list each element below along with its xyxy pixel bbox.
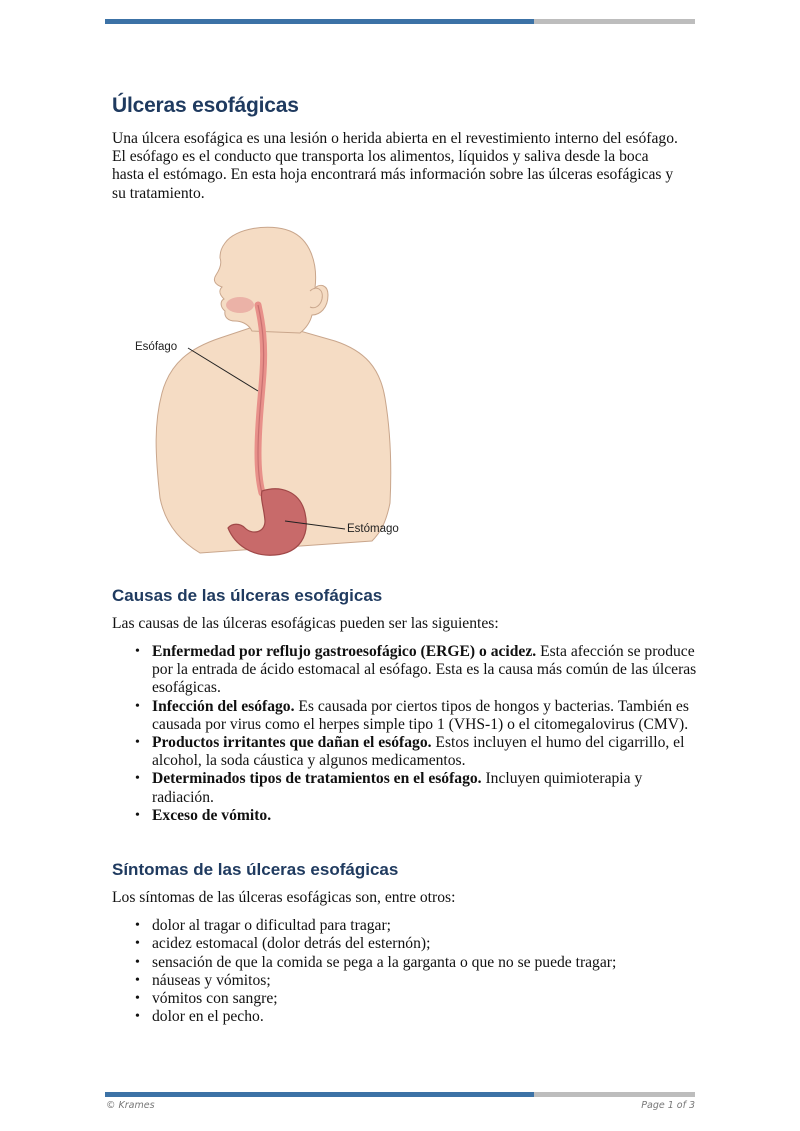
symptom-item: [135, 917, 702, 935]
symptom-item-text: dolor al tragar o dificultad para tragar;: [152, 917, 391, 935]
bullet-icon: •: [135, 954, 140, 970]
bullet-icon: •: [135, 807, 140, 823]
footer-rule-gray: [534, 1092, 695, 1097]
symptom-item-text: acidez estomacal (dolor detrás del esternón);: [152, 935, 431, 953]
symptoms-section: [112, 859, 702, 1026]
symptoms-lead: Los síntomas de las úlceras esofágicas son, entre otros:: [112, 889, 456, 907]
symptoms-heading: Síntomas de las úlceras esofágicas: [112, 860, 399, 880]
cause-item-title: Productos irritantes que dañan el esófago.: [152, 734, 432, 752]
cause-item: [135, 697, 702, 734]
bullet-icon: •: [135, 735, 140, 751]
header-rule: [105, 19, 695, 24]
symptom-item-text: náuseas y vómitos;: [152, 971, 271, 989]
symptoms-list: [112, 917, 702, 1026]
bullet-icon: •: [135, 918, 140, 934]
cause-item-text: Estos incluyen el humo del cigarrillo, el alcohol, la soda cáustica y algunos medicamentos.: [152, 734, 685, 770]
cause-item-title: Infección del esófago.: [152, 697, 295, 715]
symptom-item: [135, 953, 702, 972]
stomach-label: Estómago: [347, 522, 399, 535]
footer-rule-blue: [105, 1092, 534, 1097]
header-rule-blue: [105, 19, 534, 24]
bullet-icon: •: [135, 991, 140, 1007]
symptom-item-text: dolor en el pecho.: [152, 1008, 264, 1026]
bullet-icon: •: [135, 972, 140, 988]
bullet-icon: •: [135, 1009, 140, 1025]
symptom-item: [135, 990, 702, 1008]
symptom-item-text: sensación de que la comida se pega a la garganta o que no se puede tragar;: [152, 953, 617, 971]
cause-item: [135, 770, 702, 806]
header-rule-gray: [534, 19, 695, 24]
bullet-icon: •: [135, 698, 140, 714]
symptom-item: [135, 971, 702, 990]
symptom-item: [135, 935, 702, 953]
document-body: [112, 92, 702, 1026]
page-title: Úlceras esofágicas: [112, 94, 299, 117]
esophagus-stomach-diagram: [140, 223, 420, 563]
esophagus-label: Esófago: [135, 340, 178, 353]
causes-section: [112, 585, 702, 825]
cause-item: [135, 806, 702, 825]
cause-item-text: Incluyen quimioterapia y radiación.: [152, 770, 643, 806]
bullet-icon: •: [135, 936, 140, 952]
cause-item-text: Es causada por ciertos tipos de hongos y bacterias. También es causada por virus como el herpes simple tipo 1 (VHS-1) o el citomegalovirus (CMV).: [152, 697, 689, 733]
cause-item-title: Enfermedad por reflujo gastroesofágico (ERGE) o acidez.: [152, 643, 537, 661]
causes-lead: Las causas de las úlceras esofágicas pueden ser las siguientes:: [112, 614, 499, 632]
cause-item: [135, 643, 702, 698]
cause-item-title: Determinados tipos de tratamientos en el esófago.: [152, 770, 482, 788]
footer-rule: [105, 1092, 695, 1097]
anatomy-illustration: [135, 223, 420, 563]
symptom-item: [135, 1008, 702, 1026]
symptom-item-text: vómitos con sangre;: [152, 990, 278, 1008]
intro-paragraph: Una úlcera esofágica es una lesión o herida abierta en el revestimiento interno del esófago. El esófago es el conducto que transporta los alimentos, líquidos y saliva desde la boca hasta el estómago. En esta hoja encontrará más información sobre las úlceras esofágicas y su tratamiento.: [112, 130, 678, 202]
causes-list: [112, 643, 702, 825]
cause-item-title: Exceso de vómito.: [152, 806, 272, 824]
bullet-icon: •: [135, 644, 140, 660]
causes-heading: Causas de las úlceras esofágicas: [112, 585, 383, 605]
bullet-icon: •: [135, 771, 140, 787]
footer-page-number: Page 1 of 3: [641, 1100, 695, 1111]
cause-item-text: Esta afección se produce por la entrada de ácido estomacal al esófago. Esta es la causa más común de las úlceras esofágicas.: [152, 643, 697, 697]
footer-copyright: © Krames: [106, 1100, 155, 1111]
cause-item: [135, 734, 702, 770]
